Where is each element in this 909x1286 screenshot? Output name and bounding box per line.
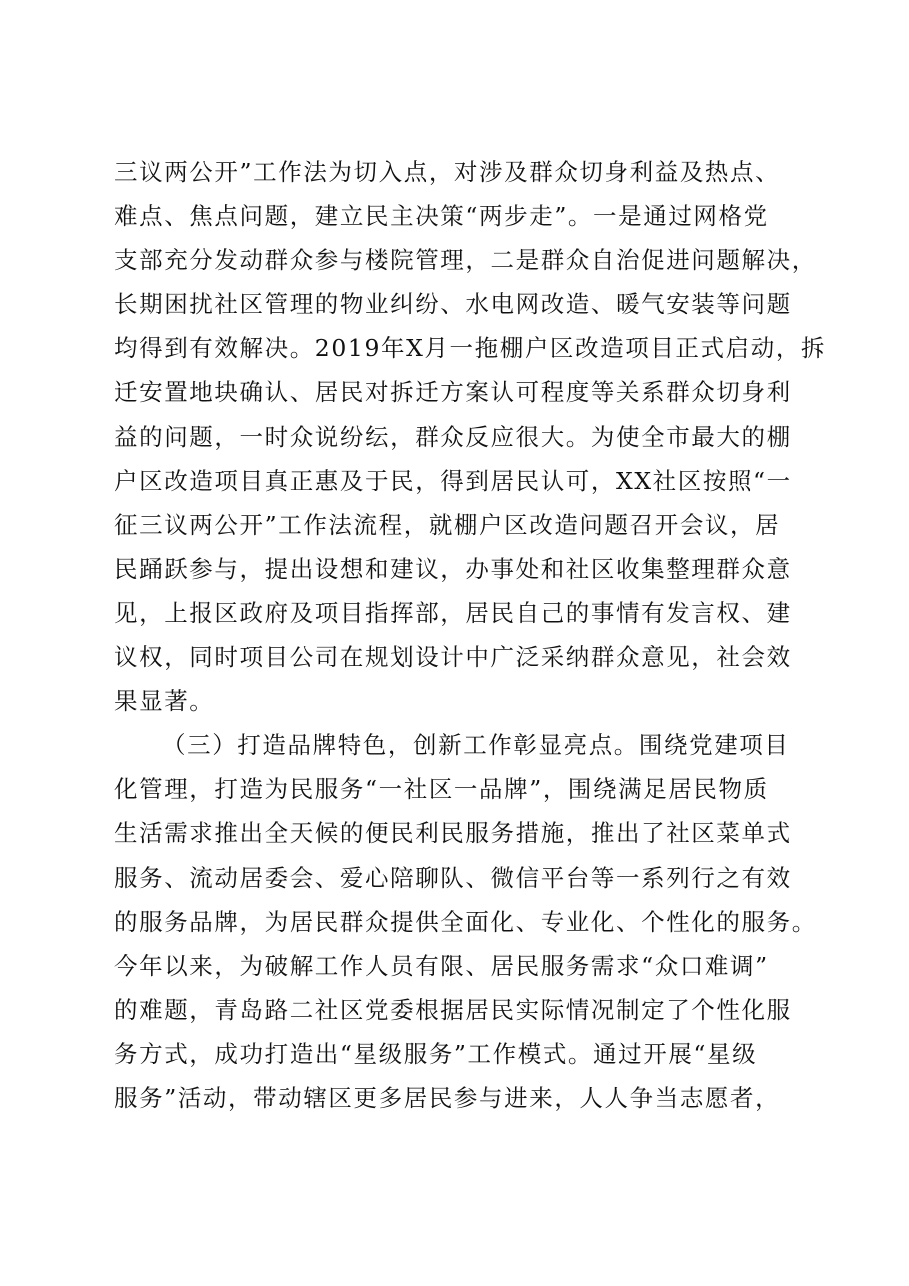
text-line: 户区改造项目真正惠及于民，得到居民认可，XX社区按照“一 bbox=[114, 466, 792, 495]
text-line: 的服务品牌，为居民群众提供全面化、专业化、个性化的服务。 bbox=[114, 907, 817, 936]
text-line: 迁安置地块确认、居民对拆迁方案认可程度等关系群众切身利 bbox=[114, 378, 792, 407]
section-heading-line: （三）打造品牌特色，创新工作彰显亮点。围绕党建项目 bbox=[162, 731, 790, 760]
text-line: 服务”活动，带动辖区更多居民参与进来，人人争当志愿者， bbox=[114, 1083, 781, 1112]
text-line: 务方式，成功打造出“星级服务”工作模式。通过开展“星级 bbox=[114, 1039, 758, 1068]
text-line: 征三议两公开”工作法流程，就棚户区改造问题召开会议，居 bbox=[114, 510, 781, 539]
text-line: 益的问题，一时众说纷纭，群众反应很大。为使全市最大的棚 bbox=[114, 422, 792, 451]
text-line: 难点、焦点问题，建立民主决策“两步走”。一是通过网格党 bbox=[114, 202, 769, 231]
text-line: 均得到有效解决。2019年X月一拖棚户区改造项目正式启动，拆 bbox=[114, 334, 827, 363]
text-line: 果显著。 bbox=[114, 687, 215, 716]
text-line: 化管理，打造为民服务“一社区一品牌”，围绕满足居民物质 bbox=[114, 775, 769, 804]
text-line: 三议两公开”工作法为切入点，对涉及群众切身利益及热点、 bbox=[114, 158, 781, 186]
text-line: 服务、流动居委会、爱心陪聊队、微信平台等一系列行之有效 bbox=[114, 863, 792, 892]
text-line: 民踊跃参与，提出设想和建议，办事处和社区收集整理群众意 bbox=[114, 554, 792, 583]
text-line: 的难题，青岛路二社区党委根据居民实际情况制定了个性化服 bbox=[114, 995, 792, 1024]
text-line: 今年以来，为破解工作人员有限、居民服务需求“众口难调” bbox=[114, 951, 769, 980]
text-line: 见，上报区政府及项目指挥部，居民自己的事情有发言权、建 bbox=[114, 598, 792, 627]
text-line: 支部充分发动群众参与楼院管理，二是群众自治促进问题解决， bbox=[114, 246, 817, 275]
document-body bbox=[114, 150, 827, 1120]
text-line: 长期困扰社区管理的物业纠纷、水电网改造、暖气安装等问题 bbox=[114, 290, 792, 319]
text-line: 生活需求推出全天候的便民利民服务措施，推出了社区菜单式 bbox=[114, 819, 792, 848]
text-line: 议权，同时项目公司在规划设计中广泛采纳群众意见，社会效 bbox=[114, 643, 792, 672]
